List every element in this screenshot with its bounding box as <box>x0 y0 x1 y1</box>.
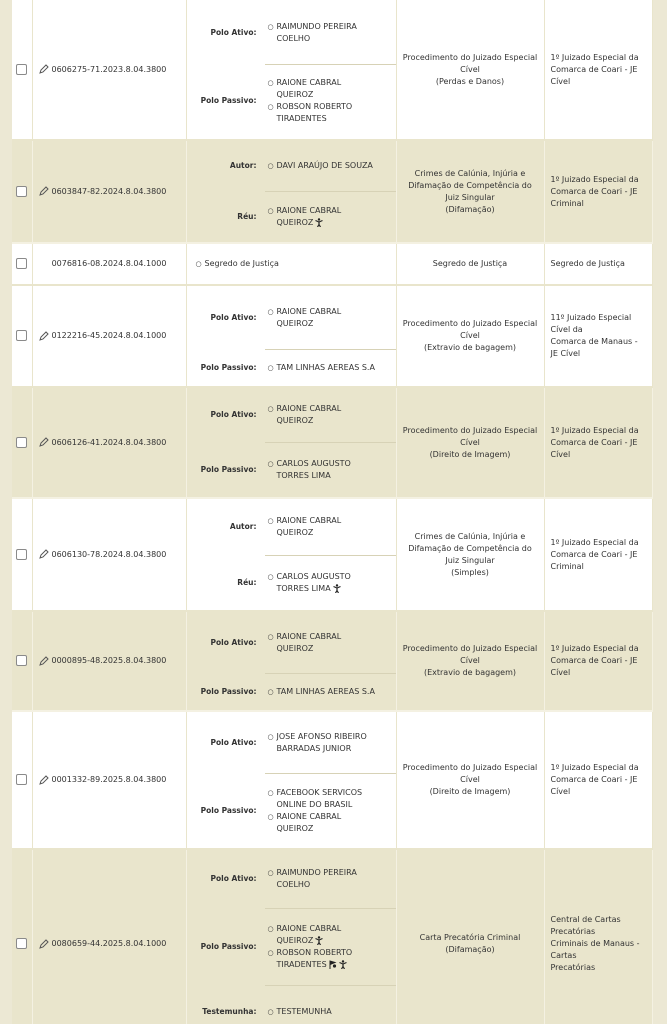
process-number-link[interactable]: 0603847-82.2024.8.04.3800 <box>51 186 167 196</box>
class-cell: Procedimento do Juizado Especial Cível (Direito de Imagem) <box>396 711 544 849</box>
party-label: Polo Ativo: <box>210 737 257 747</box>
party-name: Segredo de Justiça <box>204 259 279 268</box>
pencil-icon[interactable] <box>39 549 49 559</box>
table-row <box>12 0 653 140</box>
party-group-polo-ativo: Polo Ativo: ○ RAIONE CABRAL QUEIROZ <box>187 388 396 442</box>
party-name: CARLOS AUGUSTO TORRES LIMA <box>276 572 351 593</box>
row-checkbox[interactable] <box>16 437 27 448</box>
process-number-link[interactable]: 0606275-71.2023.8.04.3800 <box>51 64 167 74</box>
party-name: JOSE AFONSO RIBEIRO BARRADAS JUNIOR <box>276 731 367 753</box>
table-row <box>12 140 653 243</box>
party-group-polo-passivo: Polo Passivo: ○ TAM LINHAS AEREAS S.A <box>187 350 396 386</box>
party-name: RAIONE CABRAL QUEIROZ <box>276 404 342 425</box>
party-label: Polo Ativo: <box>210 312 257 322</box>
party-group-polo-passivo: Polo Passivo: ○ RAIONE CABRAL QUEIROZ ○ ROBSON ROBERTO TIRADENTES <box>187 909 396 985</box>
party-group-testemunha: Testemunha: ○ TESTEMUNHA <box>187 986 396 1024</box>
person-flag-icon <box>329 960 337 969</box>
pencil-icon[interactable] <box>39 656 49 666</box>
class-cell: Procedimento do Juizado Especial Cível (Direito de Imagem) <box>396 387 544 498</box>
party-group-reu: Réu: ○ CARLOS AUGUSTO TORRES LIMA <box>187 556 396 610</box>
party-group-autor: Autor: ○ DAVI ARAÚJO DE SOUZA <box>187 141 396 191</box>
party-label: Autor: <box>229 161 257 170</box>
party-name: RAIONE CABRAL QUEIROZ <box>276 516 342 537</box>
person-restricted-icon <box>315 218 323 227</box>
row-checkbox[interactable] <box>16 186 27 197</box>
row-checkbox[interactable] <box>16 774 27 785</box>
party-name: TESTEMUNHA <box>276 1007 332 1016</box>
class-cell: Crimes de Calúnia, Injúria e Difamação de Competência do Juiz Singular (Difamação) <box>396 140 544 243</box>
process-number-link[interactable]: 0001332-89.2025.8.04.3800 <box>51 775 167 784</box>
party-name: RAIMUNDO PEREIRA COELHO <box>276 868 357 889</box>
party-label: Polo Passivo: <box>200 686 257 696</box>
process-number-link[interactable]: 0080659-44.2025.8.04.1000 <box>51 939 167 948</box>
pencil-icon[interactable] <box>39 775 49 785</box>
party-name: RAIMUNDO PEREIRA COELHO <box>276 22 357 43</box>
party-group-polo-passivo: Polo Passivo: ○ CARLOS AUGUSTO TORRES LIMA <box>187 443 396 497</box>
party-group-polo-passivo: Polo Passivo: ○ RAIONE CABRAL QUEIROZ ○ ROBSON ROBERTO TIRADENTES <box>187 65 396 137</box>
party-label: Polo Ativo: <box>210 28 257 37</box>
party-label: Polo Passivo: <box>200 465 257 474</box>
party-label: Polo Ativo: <box>210 874 257 883</box>
party-label: Réu: <box>237 212 257 221</box>
party-group-polo-ativo: Polo Ativo: ○ RAIONE CABRAL QUEIROZ <box>187 287 396 349</box>
court-cell: 1º Juizado Especial da Comarca de Coari - JE Criminal <box>544 140 653 243</box>
process-number-link[interactable]: 0606130-78.2024.8.04.3800 <box>51 549 167 559</box>
party-name: TAM LINHAS AEREAS S.A <box>276 686 375 696</box>
party-group-reu: Réu: ○ RAIONE CABRAL QUEIROZ <box>187 192 396 242</box>
party-label: Polo Passivo: <box>200 805 257 815</box>
party-label: Polo Ativo: <box>210 410 257 419</box>
row-checkbox[interactable] <box>16 258 27 269</box>
party-name: DAVI ARAÚJO DE SOUZA <box>276 161 373 170</box>
row-checkbox[interactable] <box>16 64 27 75</box>
pencil-icon[interactable] <box>39 186 49 196</box>
table-row <box>12 498 653 611</box>
party-name: RAIONE CABRAL QUEIROZ <box>276 924 342 945</box>
court-cell: Segredo de Justiça <box>544 243 653 285</box>
pencil-icon[interactable] <box>39 939 49 949</box>
class-cell: Procedimento do Juizado Especial Cível (Extravio de bagagem) <box>396 285 544 387</box>
court-cell: 1º Juizado Especial da Comarca de Coari - JE Cível <box>544 611 653 711</box>
party-group-polo-ativo: Polo Ativo: ○ RAIMUNDO PEREIRA COELHO <box>187 850 396 908</box>
party-group-polo-passivo: Polo Passivo: ○ FACEBOOK SERVICOS ONLINE DO BRASIL ○ RAIONE CABRAL QUEIROZ <box>187 774 396 848</box>
party-group-polo-ativo: Polo Ativo: ○ RAIMUNDO PEREIRA COELHO <box>187 2 396 64</box>
class-cell: Crimes de Calúnia, Injúria e Difamação de Competência do Juiz Singular (Simples) <box>396 498 544 611</box>
party-label: Polo Passivo: <box>200 942 257 951</box>
process-number-link[interactable]: 0606126-41.2024.8.04.3800 <box>51 437 167 447</box>
pencil-icon[interactable] <box>39 437 49 447</box>
party-label: Autor: <box>229 522 257 531</box>
court-cell: 11º Juizado Especial Cível da Comarca de Manaus - JE Cível <box>544 285 653 387</box>
table-row <box>12 711 653 849</box>
row-checkbox[interactable] <box>16 549 27 560</box>
party-name: RAIONE CABRAL QUEIROZ <box>276 306 342 328</box>
class-cell: Procedimento do Juizado Especial Cível (Extravio de bagagem) <box>396 611 544 711</box>
party-name: ROBSON ROBERTO TIRADENTES <box>276 948 353 969</box>
court-cell: 1º Juizado Especial da Comarca de Coari - JE Cível <box>544 711 653 849</box>
party-name: RAIONE CABRAL QUEIROZ <box>276 811 342 833</box>
court-cell: 1º Juizado Especial da Comarca de Coari - JE Cível <box>544 0 653 140</box>
party-group-polo-ativo: Polo Ativo: ○ RAIONE CABRAL QUEIROZ <box>187 613 396 673</box>
process-number-link[interactable]: 0000895-48.2025.8.04.3800 <box>51 656 167 665</box>
party-name: ROBSON ROBERTO TIRADENTES <box>276 102 353 123</box>
table-row <box>12 285 653 387</box>
party-label: Polo Passivo: <box>200 362 257 372</box>
party-group-autor: Autor: ○ RAIONE CABRAL QUEIROZ <box>187 499 396 555</box>
party-group-polo-passivo: Polo Passivo: ○ TAM LINHAS AEREAS S.A <box>187 674 396 710</box>
person-restricted-icon <box>333 584 341 593</box>
process-number: 0076816-08.2024.8.04.1000 <box>51 259 167 268</box>
party-group-polo-ativo: Polo Ativo: ○ JOSE AFONSO RIBEIRO BARRADAS JUNIOR <box>187 713 396 773</box>
party-name: RAIONE CABRAL QUEIROZ <box>276 206 342 227</box>
person-restricted-icon <box>339 960 347 969</box>
process-number-link[interactable]: 0122216-45.2024.8.04.1000 <box>51 331 167 340</box>
party-name: CARLOS AUGUSTO TORRES LIMA <box>276 459 351 480</box>
table-row <box>12 387 653 498</box>
court-cell: 1º Juizado Especial da Comarca de Coari - JE Cível <box>544 387 653 498</box>
party-label: Réu: <box>237 578 257 587</box>
person-restricted-icon <box>315 936 323 945</box>
class-cell: Segredo de Justiça <box>396 243 544 285</box>
process-table <box>12 0 653 1024</box>
party-label: Polo Passivo: <box>200 96 257 105</box>
party-name: FACEBOOK SERVICOS ONLINE DO BRASIL <box>276 787 363 809</box>
table-row: 0076816-08.2024.8.04.1000 ○ Segredo de Justiça Segredo de Justiça Segredo de Justiça <box>12 243 653 285</box>
row-checkbox[interactable] <box>16 330 27 341</box>
party-name: RAIONE CABRAL QUEIROZ <box>276 631 342 653</box>
party-label: Testemunha: <box>202 1007 257 1016</box>
pencil-icon[interactable] <box>39 64 49 74</box>
row-checkbox[interactable] <box>16 655 27 666</box>
table-row <box>12 611 653 711</box>
pencil-icon[interactable] <box>39 331 49 341</box>
court-cell: Central de Cartas Precatórias Criminais de Manaus - Cartas Precatórias <box>544 849 653 1024</box>
class-cell: Carta Precatória Criminal (Difamação) <box>396 849 544 1024</box>
court-cell: 1º Juizado Especial da Comarca de Coari - JE Criminal <box>544 498 653 611</box>
party-name: TAM LINHAS AEREAS S.A <box>276 362 375 372</box>
party-label: Polo Ativo: <box>210 637 257 647</box>
table-row <box>12 849 653 1024</box>
party-name: RAIONE CABRAL QUEIROZ <box>276 78 342 99</box>
class-cell: Procedimento do Juizado Especial Cível (Perdas e Danos) <box>396 0 544 140</box>
row-checkbox[interactable] <box>16 938 27 949</box>
process-list-frame <box>12 0 653 1024</box>
